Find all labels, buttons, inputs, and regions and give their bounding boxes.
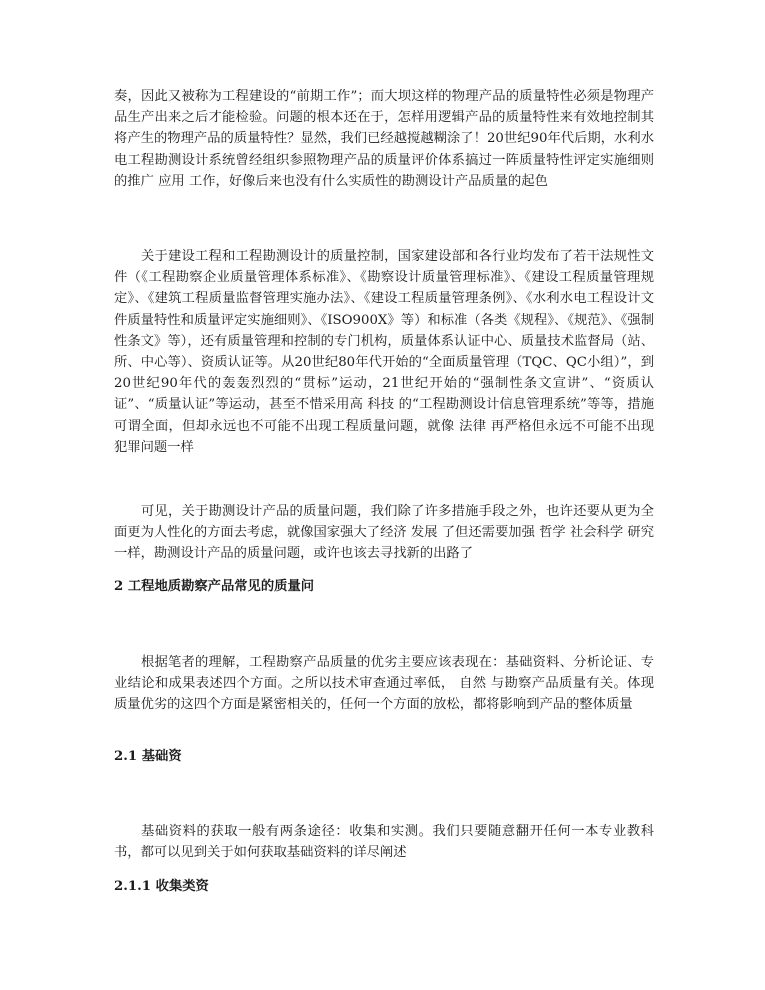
section-heading-2: 2 工程地质勘察产品常见的质量问 (114, 579, 315, 594)
paragraph-basic-data: 基础资料的获取一般有两条途径：收集和实测。我们只要随意翻开任何一本专业教科书，都可以见到关于如何获取基础资料的详尽阐述 (114, 824, 654, 861)
paragraph-new-approach: 可见，关于勘测设计产品的质量问题，我们除了许多措施手段之外，也许还要从更为全面更为人性化的方面去考虑，就像国家强大了经济 发展 了但还需要加强 哲学 社会科学 研究 一样，勘测设计产品的质量问题，或许也该去寻找新的出路了 (114, 504, 654, 562)
section-heading-2-1-1: 2.1.1 收集类资 (114, 879, 209, 894)
paragraph-quality-aspects: 根据笔者的理解，工程勘察产品质量的优劣主要应该表现在：基础资料、分析论证、专业结论和成果表述四个方面。之所以技术审查通过率低， 自然 与勘察产品质量有关。体现质量优劣的这四个方面是紧密相关的，任何一个方面的放松，都将影响到产品的整体质量 (114, 655, 654, 713)
paragraph-quality-control-regulations: 关于建设工程和工程勘测设计的质量控制，国家建设部和各行业均发布了若干法规性文件（《工程勘察企业质量管理体系标准》、《勘察设计质量管理标准》、《建设工程质量管理规定》、《建筑工程质量监督管理实施办法》、《建设工程质量管理条例》、《水利水电工程设计文件质量特性和质量评定实施细则》、《ISO900X》等）和标准（各类《规程》、《规范》、《强制性条文》等），还有质量管理和控制的专门机构，质量体系认证中心、质量技术监督局（站、所、中心等）、资质认证等。从20世纪80年代开始的“全面质量管理（TQC、QC小组）”，到20世纪90年代的轰轰烈烈的“贯标”运动，21世纪开始的“强制性条文宣讲”、“资质认证”、“质量认证”等运动，甚至不惜采用高 科技 的“工程勘测设计信息管理系统”等等，措施可谓全面，但却永远也不可能不出现工程质量问题，就像 法律 再严格但永远不可能不出现犯罪问题一样 (114, 249, 654, 455)
section-heading-2-1: 2.1 基础资 (114, 749, 182, 764)
paragraph-intro-continued: 奏，因此又被称为工程建设的“前期工作”；而大坝这样的物理产品的质量特性必须是物理产品生产出来之后才能检验。问题的根本还在于，怎样用逻辑产品的质量特性来有效地控制其将产生的物理产品的质量特性？显然，我们已经越搅越糊涂了！20世纪90年代后期，水利水电工程勘测设计系统曾经组织参照物理产品的质量评价体系搞过一阵质量特性评定实施细则的推广 应用 工作，好像后来也没有什么实质性的勘测设计产品质量的起色 (114, 89, 654, 189)
